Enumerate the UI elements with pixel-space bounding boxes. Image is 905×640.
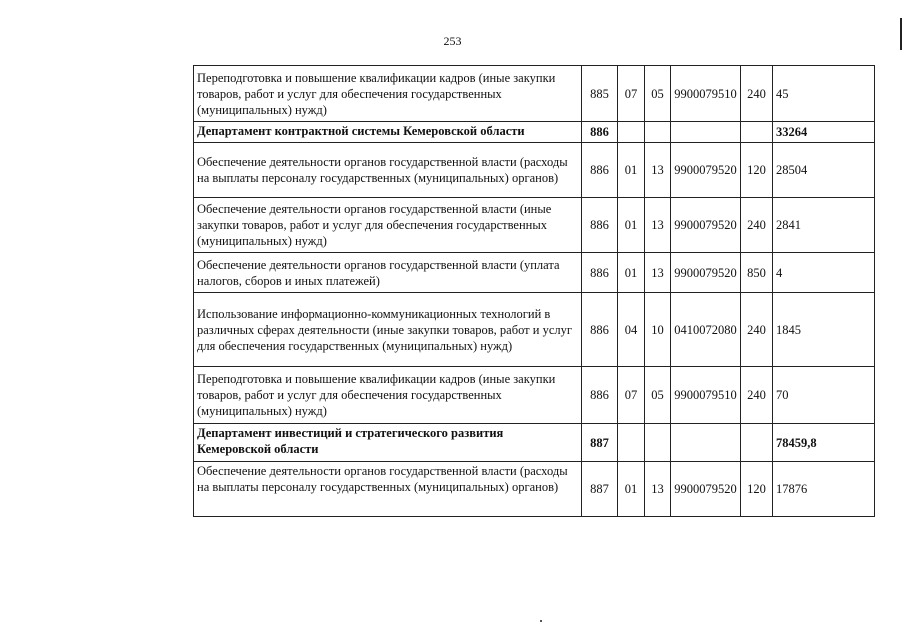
- section-code: [618, 424, 645, 462]
- section-code: [618, 122, 645, 143]
- expense-type-code: 120: [741, 143, 773, 198]
- table-row: [194, 198, 875, 253]
- ministry-code: 885: [582, 66, 618, 122]
- ministry-code: 886: [582, 293, 618, 367]
- section-code: 04: [618, 293, 645, 367]
- table-row: [194, 462, 875, 517]
- target-article-code: 9900079520: [671, 253, 741, 293]
- row-description: Переподготовка и повышение квалификации кадров (иные закупки товаров, работ и услуг для обеспечения государственных (муниципальных) нужд): [194, 66, 582, 122]
- table-row: [194, 367, 875, 424]
- amount: 45: [773, 66, 875, 122]
- subsection-code: [645, 122, 671, 143]
- amount: 17876: [773, 462, 875, 517]
- expense-type-code: 850: [741, 253, 773, 293]
- section-code: 07: [618, 66, 645, 122]
- subsection-code: [645, 424, 671, 462]
- amount: 1845: [773, 293, 875, 367]
- amount: 70: [773, 367, 875, 424]
- table-row-department: [194, 424, 875, 462]
- subsection-code: 13: [645, 253, 671, 293]
- ministry-code: 886: [582, 143, 618, 198]
- department-title: Департамент контрактной системы Кемеровской области: [194, 122, 582, 143]
- target-article-code: 9900079520: [671, 198, 741, 253]
- amount: 2841: [773, 198, 875, 253]
- amount: 78459,8: [773, 424, 875, 462]
- target-article-code: 9900079510: [671, 66, 741, 122]
- row-description: Обеспечение деятельности органов государственной власти (уплата налогов, сборов и иных платежей): [194, 253, 582, 293]
- table-row: [194, 293, 875, 367]
- page-number: 253: [443, 34, 462, 48]
- table-row: [194, 66, 875, 122]
- target-article-code: 9900079520: [671, 462, 741, 517]
- target-article-code: 9900079520: [671, 143, 741, 198]
- table-row: [194, 253, 875, 293]
- amount: 33264: [773, 122, 875, 143]
- scan-speck: [540, 620, 542, 622]
- expense-type-code: 240: [741, 367, 773, 424]
- budget-table: [193, 65, 875, 517]
- target-article-code: [671, 424, 741, 462]
- subsection-code: 05: [645, 367, 671, 424]
- section-code: 01: [618, 462, 645, 517]
- ministry-code: 886: [582, 367, 618, 424]
- row-description: Обеспечение деятельности органов государственной власти (иные закупки товаров, работ и услуг для обеспечения государственных (муниципальных) нужд): [194, 198, 582, 253]
- section-code: 01: [618, 143, 645, 198]
- subsection-code: 10: [645, 293, 671, 367]
- row-description: Использование информационно-коммуникационных технологий в различных сферах деятельности (иные закупки товаров, работ и услуг для обеспечения государственных (муниципальных) нужд): [194, 293, 582, 367]
- subsection-code: 13: [645, 198, 671, 253]
- expense-type-code: 120: [741, 462, 773, 517]
- section-code: 01: [618, 253, 645, 293]
- expense-type-code: 240: [741, 66, 773, 122]
- amount: 28504: [773, 143, 875, 198]
- ministry-code: 886: [582, 122, 618, 143]
- target-article-code: [671, 122, 741, 143]
- scan-edge-mark: [900, 18, 902, 50]
- subsection-code: 13: [645, 462, 671, 517]
- department-title: Департамент инвестиций и стратегического развития Кемеровской области: [194, 424, 582, 462]
- expense-type-code: 240: [741, 198, 773, 253]
- expense-type-code: [741, 122, 773, 143]
- expense-type-code: 240: [741, 293, 773, 367]
- amount: 4: [773, 253, 875, 293]
- target-article-code: 9900079510: [671, 367, 741, 424]
- ministry-code: 887: [582, 424, 618, 462]
- ministry-code: 886: [582, 198, 618, 253]
- subsection-code: 05: [645, 66, 671, 122]
- section-code: 07: [618, 367, 645, 424]
- section-code: 01: [618, 198, 645, 253]
- table-row-department: [194, 122, 875, 143]
- row-description: Обеспечение деятельности органов государственной власти (расходы на выплаты персоналу государственных (муниципальных) органов): [194, 143, 582, 198]
- table-row: [194, 143, 875, 198]
- target-article-code: 0410072080: [671, 293, 741, 367]
- row-description: Обеспечение деятельности органов государственной власти (расходы на выплаты персоналу государственных (муниципальных) органов): [194, 462, 582, 517]
- ministry-code: 887: [582, 462, 618, 517]
- ministry-code: 886: [582, 253, 618, 293]
- expense-type-code: [741, 424, 773, 462]
- row-description: Переподготовка и повышение квалификации кадров (иные закупки товаров, работ и услуг для обеспечения государственных (муниципальных) нужд): [194, 367, 582, 424]
- subsection-code: 13: [645, 143, 671, 198]
